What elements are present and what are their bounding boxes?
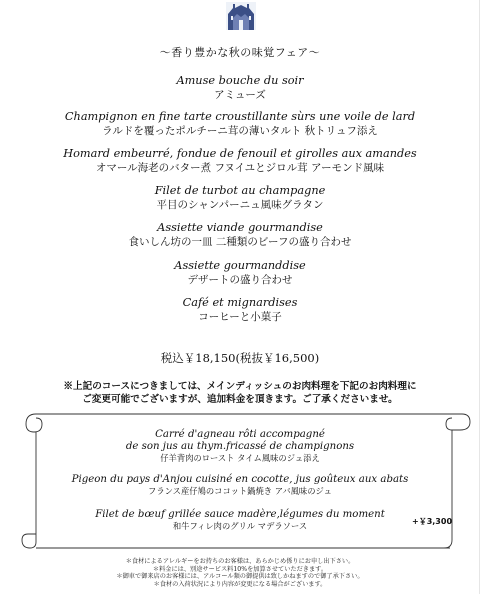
course-japanese: オマール海老のバター煮 フヌイユとジロル茸 アーモンド風味 [95, 162, 385, 174]
footnote: ＊御車で御来店のお客様には、アルコール類の御提供は致しかねますので御了承下さい。 [116, 573, 364, 581]
menu-subtitle: 〜香り豊かな秋の味覚フェア〜 [159, 46, 321, 59]
meat-french: Carré d'agneau rôti accompagné [155, 429, 325, 440]
course-french: Filet de turbot au champagne [154, 184, 326, 197]
course-french: Homard embeurré, fondue de fenouil et girolles aux amandes [63, 147, 417, 160]
course-item [0, 184, 480, 212]
course-french: Champignon en fine tarte croustillante sùrs une voile de lard [64, 110, 416, 123]
footnote: ＊食材によるアレルギーをお持ちのお客様は、あらかじめ係りにお申し出下さい。 [125, 558, 355, 565]
meat-french: Pigeon du pays d'Anjou cuisiné en cocotte, jus goûteux aux abats [71, 474, 409, 485]
course-japanese: コーヒーと小菓子 [198, 311, 282, 323]
course-japanese: デザートの盛り合わせ [187, 274, 293, 286]
course-french: Assiette gourmanddise [174, 259, 306, 272]
course-french: Amuse bouche du soir [176, 74, 304, 87]
meat-japanese: 仔羊背肉のロースト タイム風味のジュ添え [160, 453, 320, 463]
course-french: Assiette viande gourmandise [157, 221, 323, 234]
restaurant-logo-icon [224, 2, 258, 32]
notice-line: ※上記のコースにつきましては、メインディッシュのお肉料理を下記のお肉料理に [63, 381, 417, 392]
course-item [0, 74, 480, 102]
course-item [0, 259, 480, 287]
meat-french: Filet de bœuf grillée sauce madère,légumes du moment [95, 509, 385, 520]
course-japanese: 平目のシャンパーニュ風味グラタン [156, 199, 324, 211]
meat-french: de son jus au thym.fricassé de champignons [125, 441, 355, 452]
notice-line: ご変更可能でございますが、追加料金を頂きます。ご了承くださいませ。 [82, 394, 398, 405]
meat-option [40, 509, 440, 532]
footnote: ＊食材の入荷状況により内容が変更になる場合がございます。 [153, 580, 327, 588]
change-notice [0, 380, 480, 406]
meat-option [40, 474, 440, 497]
course-item [0, 147, 480, 175]
course-japanese: アミューズ [214, 89, 266, 101]
course-item [0, 296, 480, 324]
course-japanese: ラルドを覆ったポルチーニ茸の薄いタルト 秋トリュフ添え [102, 125, 378, 137]
course-french: Café et mignardises [182, 296, 298, 309]
meat-option [40, 429, 440, 464]
course-japanese: 食いしん坊の一皿 二種類のビーフの盛り合わせ [128, 236, 352, 248]
meat-japanese: フランス産仔鳩のココット鍋焼き アバ風味のジュ [148, 486, 332, 496]
footnote: ＊料金には、別途サービス料10%を加算させていただきます。 [152, 565, 328, 573]
footnotes [0, 558, 480, 588]
course-item [0, 221, 480, 249]
additional-price: +￥3,300 [412, 517, 453, 526]
course-item [0, 110, 480, 138]
meat-japanese: 和牛フィレ肉のグリル マデラソース [172, 521, 308, 531]
course-price: 税込￥18,150(税抜￥16,500) [160, 351, 320, 365]
